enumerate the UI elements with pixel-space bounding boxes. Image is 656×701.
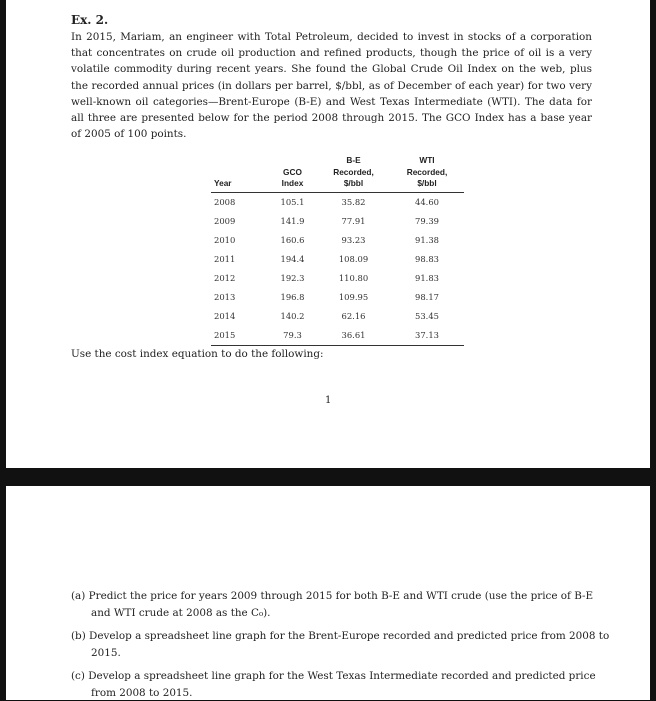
cell-wti: 98.17 [415, 292, 439, 302]
cell-year: 2008 [214, 197, 236, 207]
cell-year: 2012 [214, 273, 236, 283]
price-data-table [211, 155, 464, 346]
cell-be: 77.91 [341, 216, 366, 226]
cell-be: 36.61 [309, 326, 384, 346]
table-row [211, 307, 464, 326]
cell-year: 2014 [214, 311, 236, 321]
header-year: Year [211, 155, 276, 192]
cell-gco: 194.4 [280, 254, 305, 264]
cell-be: 108.09 [338, 254, 369, 264]
table-header-row [211, 155, 464, 192]
cell-year: 2010 [214, 235, 236, 245]
cell-gco: 160.6 [280, 235, 305, 245]
cell-year: 2013 [214, 292, 236, 302]
cell-wti: 37.13 [384, 326, 464, 346]
cell-year: 2011 [214, 254, 236, 264]
cell-be: 110.80 [338, 273, 369, 283]
subquestion-c: (c) Develop a spreadsheet line graph for the West Texas Intermediate recorded and predicted price from 2008 to 2015. [71, 670, 596, 699]
cell-be: 93.23 [341, 235, 366, 245]
cell-wti: 53.45 [415, 311, 439, 321]
cell-gco: 196.8 [280, 292, 305, 302]
instruction-text: Use the cost index equation to do the following: [71, 348, 324, 360]
subquestion-a: (a) Predict the price for years 2009 through 2015 for both B-E and WTI crude (use the price of B-E and WTI crude at 2008 as the C₀). [71, 590, 594, 619]
table-row [211, 288, 464, 307]
cell-gco: 105.1 [280, 197, 305, 207]
cell-wti: 98.83 [415, 254, 439, 264]
cell-year: 2015 [211, 326, 276, 346]
table-row [211, 326, 464, 346]
cell-be: 35.82 [341, 197, 366, 207]
cell-wti: 91.38 [415, 235, 439, 245]
table-row [211, 231, 464, 250]
exercise-title: Ex. 2. [71, 13, 109, 27]
cell-wti: 79.39 [415, 216, 439, 226]
problem-statement: In 2015, Mariam, an engineer with Total Petroleum, decided to invest in stocks of a corporation that concentrates on crude oil production and refined products, though the price of oil is a very volatile commodity during recent years. She found the Global Crude Oil Index on the web, plus the recorded annual prices (in dollars per barrel, $/bbl, as of December of each year) for two very well-known oil categories—Brent-Europe (B-E) and West Texas Intermediate (WTI). The data for all three are presented below for the period 2008 through 2015. The GCO Index has a base year of 2005 of 100 points. [71, 31, 592, 141]
header-be-recorded: B-E Recorded, $/bbl [309, 155, 384, 192]
cell-be: 109.95 [338, 292, 369, 302]
cell-gco: 141.9 [280, 216, 305, 226]
table-row [211, 269, 464, 288]
cell-year: 2009 [214, 216, 236, 226]
header-wti-recorded: WTI Recorded, $/bbl [384, 155, 464, 192]
cell-be: 62.16 [341, 311, 366, 321]
page-number: 1 [325, 395, 332, 406]
cell-gco: 79.3 [276, 326, 309, 346]
table-row [211, 212, 464, 231]
document-page-1 [6, 0, 650, 468]
cell-wti: 91.83 [415, 273, 439, 283]
table-row [211, 192, 464, 212]
header-gco-index: GCO Index [276, 155, 309, 192]
cell-gco: 140.2 [280, 311, 305, 321]
subquestion-b: (b) Develop a spreadsheet line graph for the Brent-Europe recorded and predicted price from 2008 to 2015. [71, 630, 610, 659]
cell-gco: 192.3 [280, 273, 305, 283]
table-row [211, 250, 464, 269]
cell-wti: 44.60 [415, 197, 439, 207]
document-page-2 [6, 486, 650, 700]
